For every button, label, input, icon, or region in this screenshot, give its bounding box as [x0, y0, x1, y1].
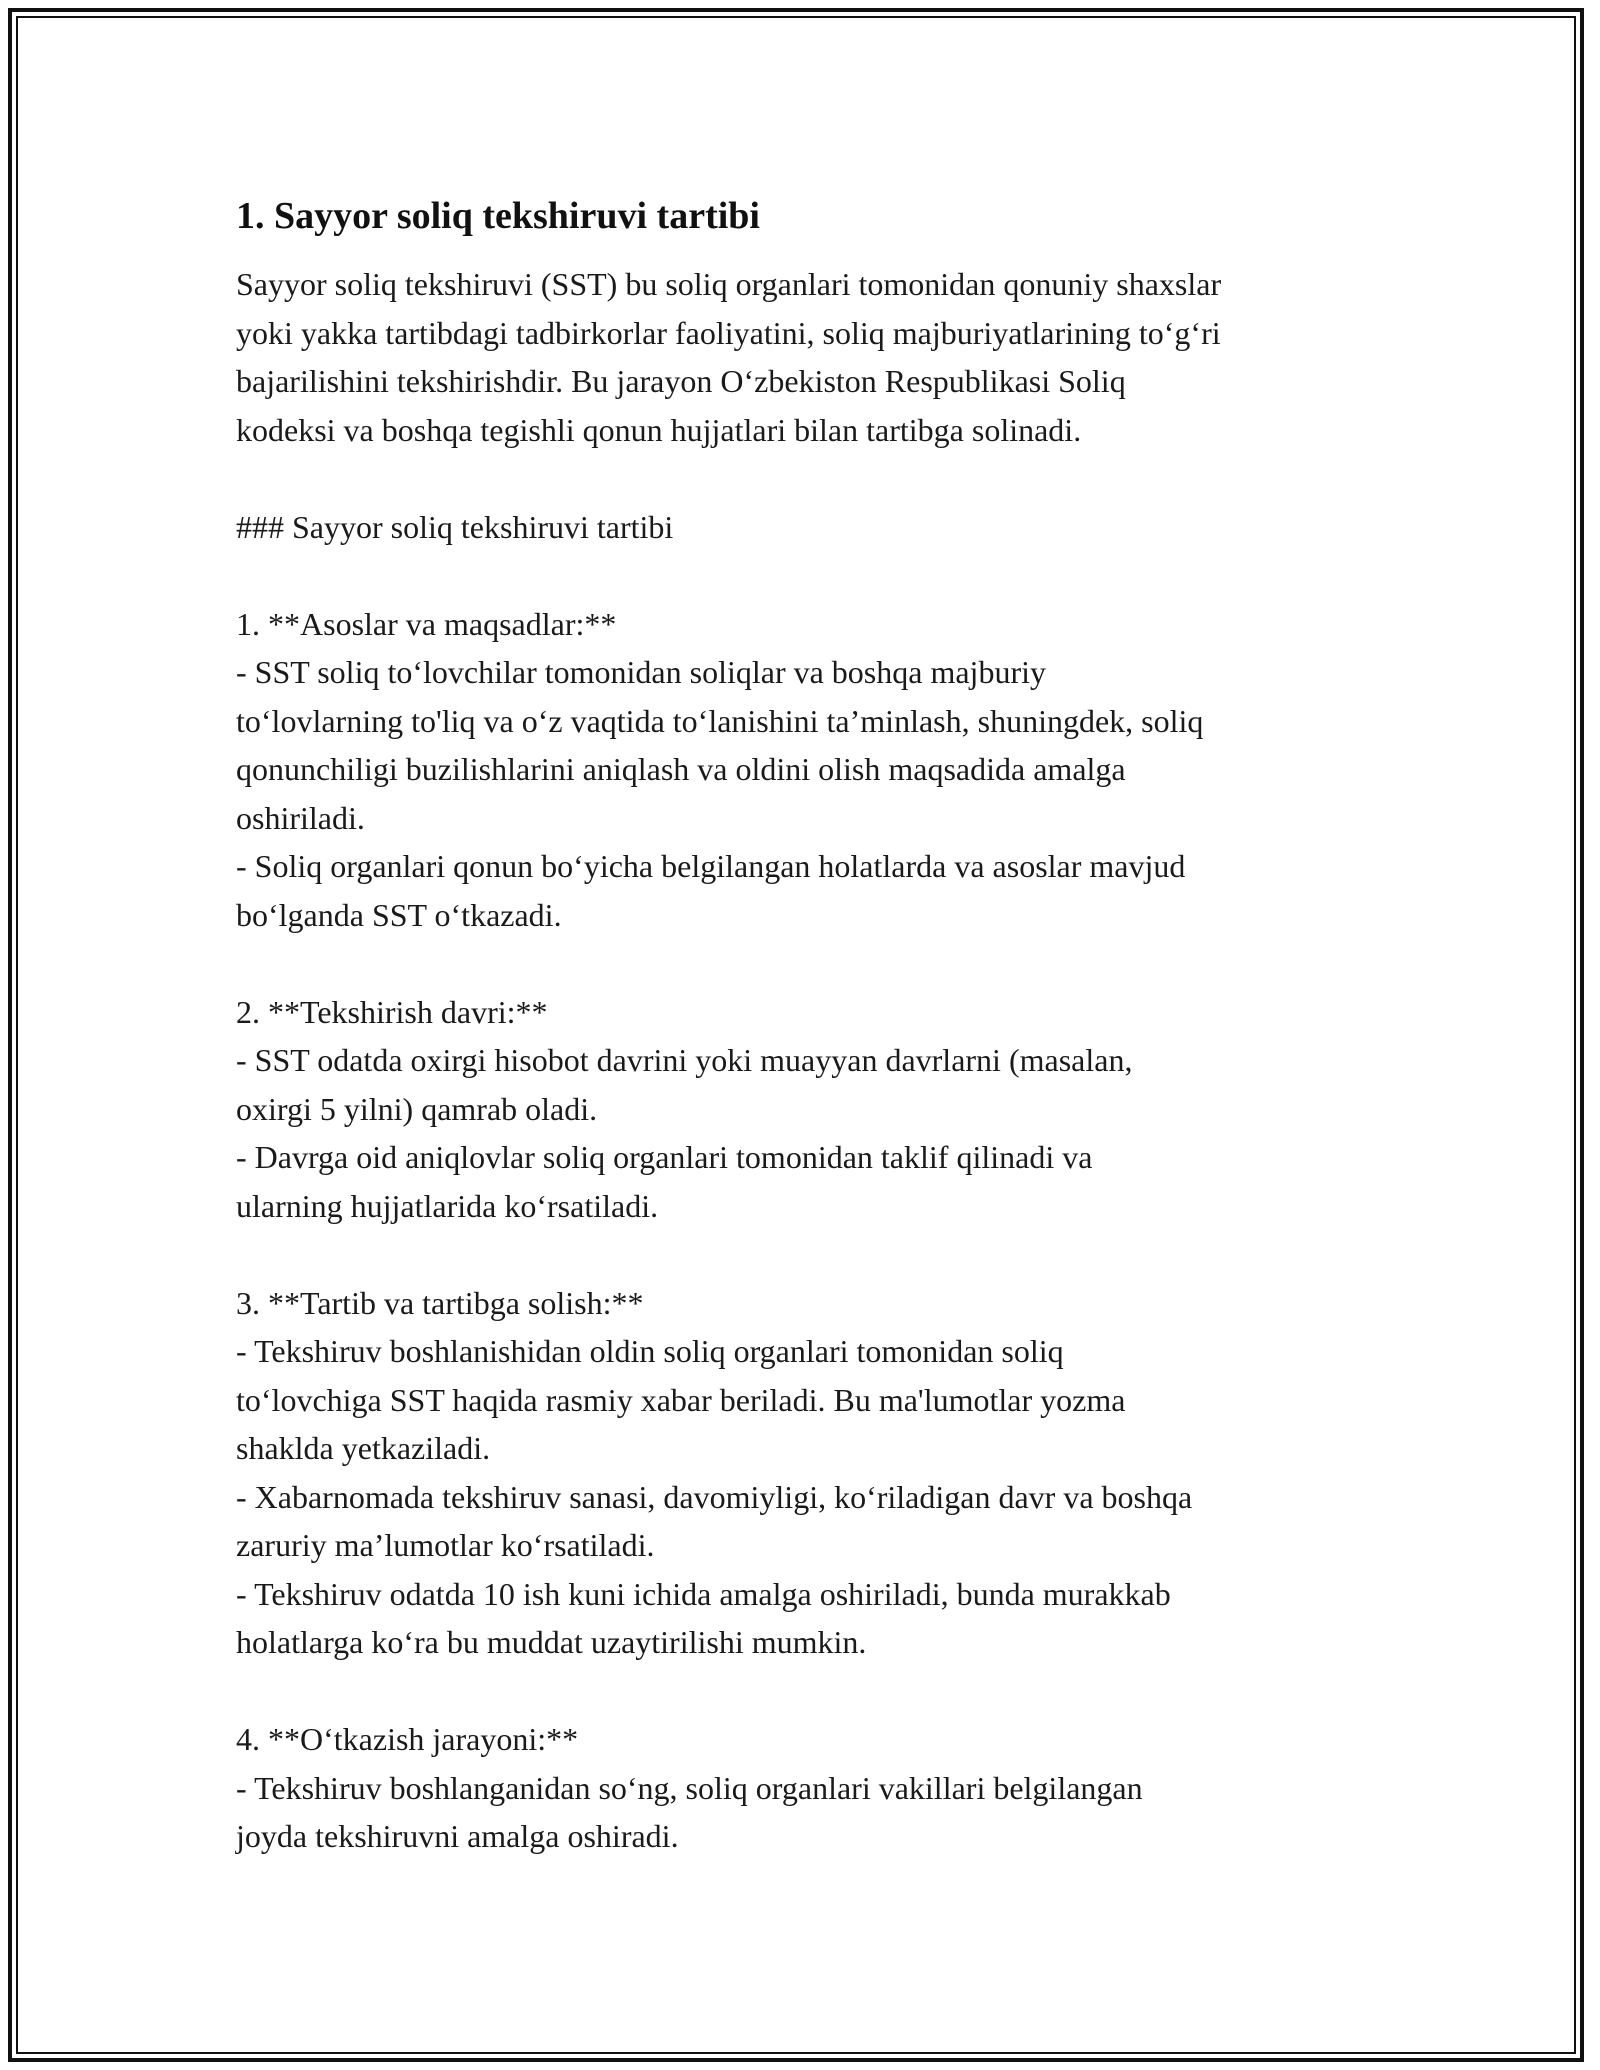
- section-heading: 1. **Asoslar va maqsadlar:**: [236, 605, 617, 642]
- paragraph-gap: [236, 939, 1386, 988]
- section-heading: 2. **Tekshirish davri:**: [236, 993, 548, 1030]
- section-4: [236, 1715, 1386, 1861]
- section-heading: 4. **O‘tkazish jarayoni:**: [236, 1721, 579, 1757]
- document-body: [236, 186, 1386, 1861]
- section-3: [236, 1279, 1386, 1667]
- section-2: [236, 988, 1386, 1231]
- paragraph-gap: [236, 1230, 1386, 1279]
- section-1: [236, 600, 1386, 940]
- paragraph-gap: [236, 1667, 1386, 1716]
- section-body: - SST odatda oxirgi hisobot davrini yoki muayyan davrlarni (masalan, oxirgi 5 yilni) qamrab oladi. - Davrga oid aniqlovlar soliq organlari tomonidan taklif qilinadi va ularning hujjatlarida ko‘rsatiladi.: [236, 1042, 1133, 1224]
- section-body: - Tekshiruv boshlanishidan oldin soliq organlari tomonidan soliq to‘lovchiga SST haqida rasmiy xabar beriladi. Bu ma'lumotlar yozma shaklda yetkaziladi. - Xabarnomada tekshiruv sanasi, davomiyligi, ko‘riladigan davr va boshqa zaruriy ma’lumotlar ko‘rsatiladi. - Tekshiruv odatda 10 ish kuni ichida amalga oshiriladi, bunda murakkab holatlarga ko‘ra bu muddat uzaytirilishi mumkin.: [236, 1333, 1193, 1660]
- paragraph-gap: [236, 454, 1386, 503]
- section-body: - Tekshiruv boshlanganidan so‘ng, soliq organlari vakillari belgilangan joyda tekshiruvni amalga oshiradi.: [236, 1769, 1143, 1854]
- document-title: 1. Sayyor soliq tekshiruvi tartibi: [236, 195, 760, 237]
- intro-paragraph: Sayyor soliq tekshiruvi (SST) bu soliq organlari tomonidan qonuniy shaxslar yoki yakka tartibdagi tadbirkorlar faoliyatini, soliq majburiyatlarining to‘g‘ri bajarilishini tekshirishdir. Bu jarayon O‘zbekiston Respublikasi Soliq kodeksi va boshqa tegishli qonun hujjatlari bilan tartibga solinadi.: [236, 266, 1222, 448]
- paragraph-gap: [236, 551, 1386, 600]
- subheading: ### Sayyor soliq tekshiruvi tartibi: [236, 508, 674, 545]
- section-heading: 3. **Tartib va tartibga solish:**: [236, 1284, 644, 1321]
- section-body: - SST soliq to‘lovchilar tomonidan soliqlar va boshqa majburiy to‘lovlarning to'liq va o‘z vaqtida to‘lanishini ta’minlash, shuningdek, soliq qonunchiligi buzilishlarini aniqlash va oldini olish maqsadida amalga oshiriladi. - Soliq organlari qonun bo‘yicha belgilangan holatlarda va asoslar mavjud bo‘lganda SST o‘tkazadi.: [236, 654, 1204, 933]
